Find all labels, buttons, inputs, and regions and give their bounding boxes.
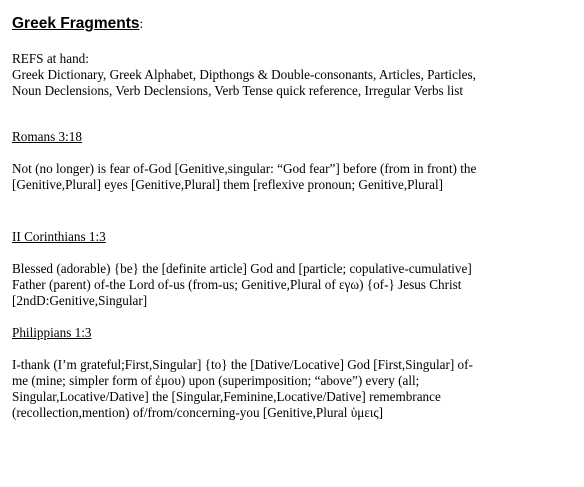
passage-line: [2ndD:Genitive,Singular] bbox=[12, 293, 148, 308]
passage-line: me (mine; simpler form of ἐμου) upon (superimposition; “above”) every (all; bbox=[12, 373, 420, 388]
passage-reference-philippians: Philippians 1:3 bbox=[12, 325, 92, 340]
spacer bbox=[12, 341, 580, 357]
refs-line: Greek Dictionary, Greek Alphabet, Dipthongs & Double-consonants, Articles, Particles, bbox=[12, 67, 476, 82]
spacer bbox=[12, 309, 580, 325]
document-page bbox=[12, 13, 580, 421]
spacer bbox=[12, 193, 580, 229]
passage-reference-corinthians: II Corinthians 1:3 bbox=[12, 229, 106, 244]
refs-label: REFS at hand: bbox=[12, 51, 89, 66]
document-title: Greek Fragments bbox=[12, 15, 140, 32]
spacer bbox=[12, 99, 580, 129]
spacer bbox=[12, 35, 580, 51]
title-colon: : bbox=[139, 16, 144, 31]
title-line bbox=[12, 13, 580, 35]
spacer bbox=[12, 245, 580, 261]
passage-line: I-thank (I’m grateful;First,Singular] {to} the [Dative/Locative] God [First,Singular] of- bbox=[12, 357, 473, 372]
passage-reference-romans: Romans 3:18 bbox=[12, 129, 82, 144]
refs-line: Noun Declensions, Verb Declensions, Verb Tense quick reference, Irregular Verbs list bbox=[12, 83, 464, 98]
passage-line: Singular,Locative/Dative] the [Singular,Feminine,Locative/Dative] remembrance bbox=[12, 389, 441, 404]
spacer bbox=[12, 145, 580, 161]
passage-line: (recollection,mention) of/from/concerning-you [Genitive,Plural ὑμεις] bbox=[12, 405, 384, 420]
passage-line: Not (no longer) is fear of-God [Genitive,singular: “God fear”] before (from in front) the bbox=[12, 161, 477, 176]
passage-line: Blessed (adorable) {be} the [definite article] God and [particle; copulative-cumulative] bbox=[12, 261, 472, 276]
passage-line: [Genitive,Plural] eyes [Genitive,Plural] them [reflexive pronoun; Genitive,Plural] bbox=[12, 177, 444, 192]
passage-line: Father (parent) of-the Lord of-us (from-us; Genitive,Plural of εγω) {of-} Jesus Christ bbox=[12, 277, 462, 292]
